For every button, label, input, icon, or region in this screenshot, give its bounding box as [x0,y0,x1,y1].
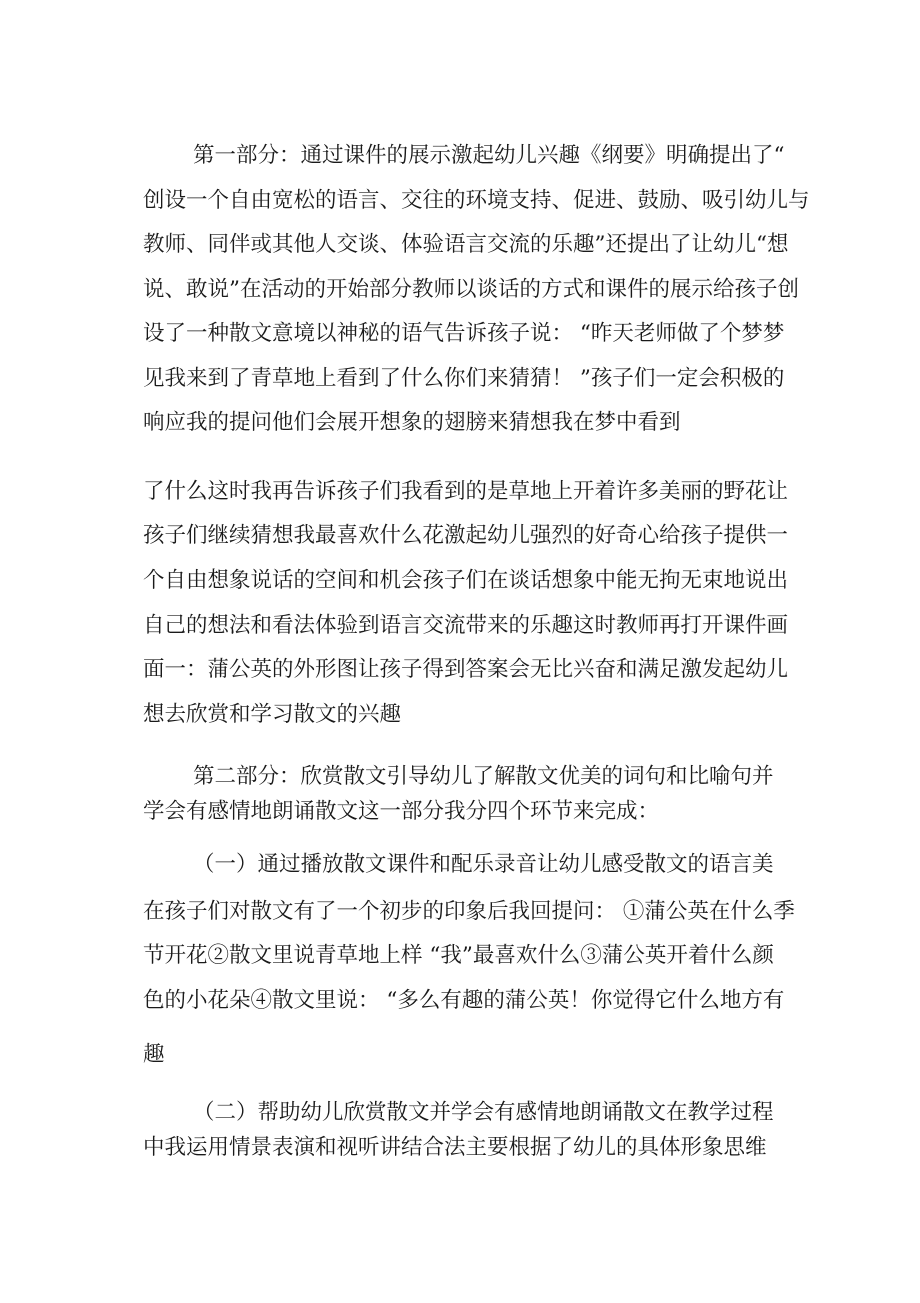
text-line: 教师、同伴或其他人交谈、体验语言交流的乐趣”还提出了让幼儿“想 [143,232,789,257]
text-line: （一）通过播放散文课件和配乐录音让幼儿感受散文的语言美 [193,852,774,877]
text-line: 第二部分：欣赏散文引导幼儿了解散文优美的词句和比喻句并 [193,764,774,789]
text-line: 节开花②散文里说青草地上样 “我”最喜欢什么③蒲公英开着什么颜 [143,943,774,968]
text-line: 见我来到了青草地上看到了什么你们来猜猜！ ”孩子们一定会积极的 [143,366,785,391]
text-line: 自己的想法和看法体验到语言交流带来的乐趣这时教师再打开课件画 [143,613,789,638]
text-line: 中我运用情景表演和视听讲结合法主要根据了幼儿的具体形象思维 [143,1135,767,1160]
text-line: （二）帮助幼儿欣赏散文并学会有感情地朗诵散文在教学过程 [193,1100,774,1125]
text-line: 想去欣赏和学习散文的兴趣 [143,702,402,727]
text-line: 色的小花朵④散文里说： “多么有趣的蒲公英！你觉得它什么地方有 [143,988,785,1013]
text-line: 设了一种散文意境以神秘的语气告诉孩子说： “昨天老师做了个梦梦 [143,321,785,346]
text-line: 创设一个自由宽松的语言、交往的环境支持、促进、鼓励、吸引幼儿与 [143,188,810,213]
text-line: 学会有感情地朗诵散文这一部分我分四个环节来完成： [143,799,660,824]
text-line: 面一：蒲公英的外形图让孩子得到答案会无比兴奋和满足激发起幼儿 [143,657,789,682]
text-line: 孩子们继续猜想我最喜欢什么花激起幼儿强烈的好奇心给孩子提供一 [143,523,789,548]
text-line: 个自由想象说话的空间和机会孩子们在谈话想象中能无拘无束地说出 [143,568,789,593]
text-line: 了什么这时我再告诉孩子们我看到的是草地上开着许多美丽的野花让 [143,479,789,504]
text-line: 说、敢说”在活动的开始部分教师以谈话的方式和课件的展示给孩子创 [143,277,799,302]
text-line: 趣 [143,1042,165,1067]
text-line: 第一部分：通过课件的展示激起幼儿兴趣《纲要》明确提出了“ [193,143,785,168]
text-line: 响应我的提问他们会展开想象的翅膀来猜想我在梦中看到 [143,410,681,435]
text-line: 在孩子们对散文有了一个初步的印象后我回提问： ①蒲公英在什么季 [143,899,795,924]
